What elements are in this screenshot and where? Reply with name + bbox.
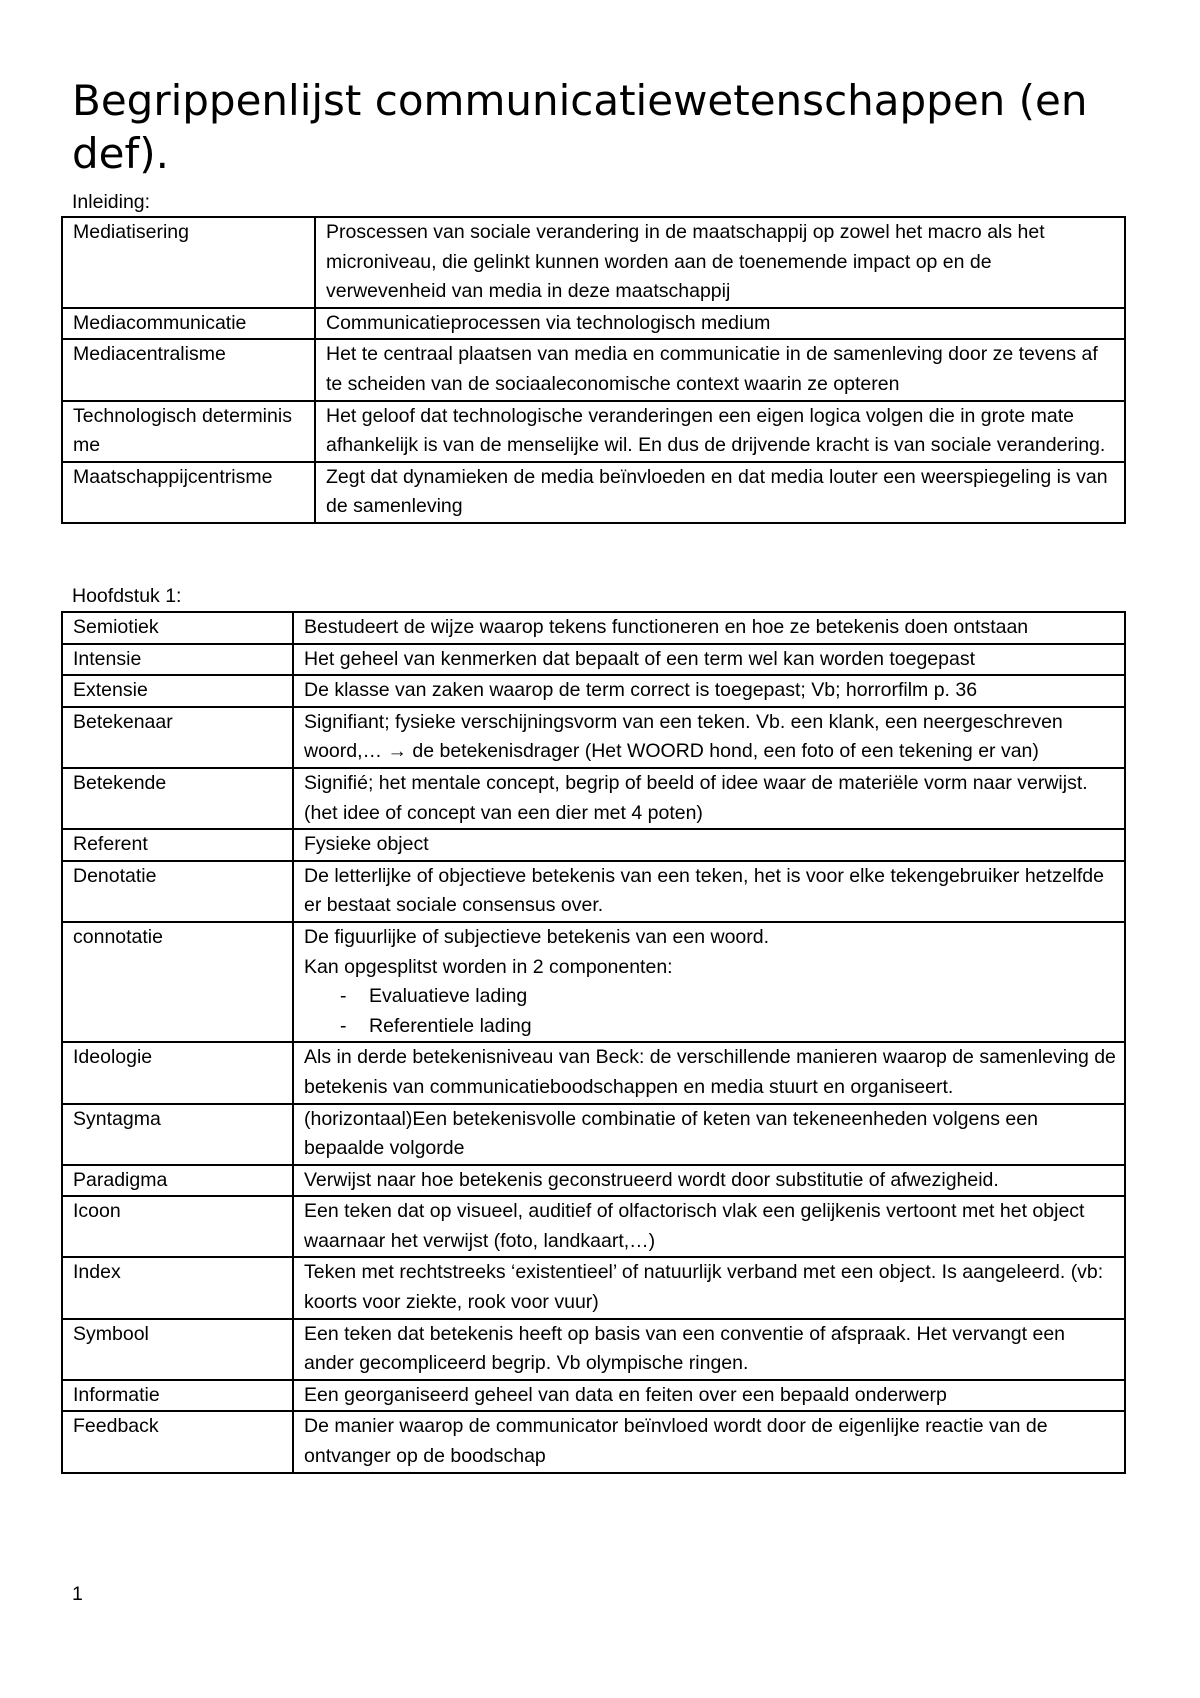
term-cell: Informatie [62,1380,293,1412]
definition-cell: (horizontaal)Een betekenisvolle combinatie of keten van tekeneenheden volgens een bepaalde volgorde [293,1104,1125,1165]
term-cell: Mediatisering [62,217,315,308]
definition-cell: Proscessen van sociale verandering in de maatschappij op zowel het macro als het microniveau, die gelinkt kunnen worden aan de toenemende impact op en de verwevenheid van media in deze maatschappij [315,217,1125,308]
page-title: Begrippenlijst communicatiewetenschappen (en def). [72,76,1088,178]
table-row [62,707,1125,768]
term-cell: Extensie [62,675,293,707]
definition-cell: Als in derde betekenisniveau van Beck: de verschillende manieren waarop de samenleving de betekenis van communicatieboodschappen en media stuurt en organiseert. [293,1042,1125,1103]
definition-cell: Fysieke object [293,829,1125,861]
table-row [62,829,1125,861]
term-cell: Intensie [62,644,293,676]
definition-line: Kan opgesplitst worden in 2 componenten: [304,955,673,978]
definition-cell: Het geloof dat technologische veranderingen een eigen logica volgen die in grote mate afhankelijk is van de menselijke wil. En dus de drijvende kracht is van sociale verandering. [315,401,1125,462]
table-row [62,768,1125,829]
term-cell: Symbool [62,1319,293,1380]
table-row [62,1196,1125,1257]
definition-cell: De klasse van zaken waarop de term correct is toegepast; Vb; horrorfilm p. 36 [293,675,1125,707]
section-label-inleiding: Inleiding: [72,191,151,213]
term-cell: Maatschappijcentrisme [62,462,315,523]
table-row [62,308,1125,340]
table-row [62,612,1125,644]
definition-cell: De manier waarop de communicator beïnvloed wordt door de eigenlijke reactie van de ontvanger op de boodschap [293,1411,1125,1472]
term-cell: Technologisch determinisme [62,401,315,462]
table-row [62,1257,1125,1318]
definition-line: De figuurlijke of subjectieve betekenis van een woord. [304,925,770,948]
table-row [62,1380,1125,1412]
term-cell: Paradigma [62,1165,293,1197]
term-cell: Mediacentralisme [62,339,315,400]
term-cell: Ideologie [62,1042,293,1103]
list-item: - Evaluatieve lading [304,982,1116,1012]
definition-cell: Bestudeert de wijze waarop tekens functioneren en hoe ze betekenis doen ontstaan [293,612,1125,644]
definition-cell: Een teken dat op visueel, auditief of olfactorisch vlak een gelijkenis vertoont met het object waarnaar het verwijst (foto, landkaart,…) [293,1196,1125,1257]
table-row [62,675,1125,707]
glossary-table-hoofdstuk-1 [61,611,1126,1474]
term-cell: Index [62,1257,293,1318]
page-number: 1 [72,1583,83,1605]
definition-cell: De letterlijke of objectieve betekenis van een teken, het is voor elke tekengebruiker hetzelfde er bestaat sociale consensus over. [293,861,1125,922]
term-cell: connotatie [62,922,293,1042]
table-row [62,861,1125,922]
term-cell: Referent [62,829,293,861]
table-row [62,644,1125,676]
table-row [62,1411,1125,1472]
definition-cell: Het te centraal plaatsen van media en communicatie in de samenleving door ze tevens af te scheiden van de sociaaleconomische context waarin ze opteren [315,339,1125,400]
term-cell: Icoon [62,1196,293,1257]
definition-cell [293,922,1125,1042]
table-row [62,339,1125,400]
table-row [62,1319,1125,1380]
table-row [62,922,1125,1042]
section-label-hoofdstuk-1: Hoofdstuk 1: [72,585,182,607]
list-item: - Referentiele lading [304,1012,1116,1042]
term-cell: Semiotiek [62,612,293,644]
table-row [62,1165,1125,1197]
glossary-table-inleiding [61,216,1126,524]
term-cell: Syntagma [62,1104,293,1165]
table-row [62,217,1125,308]
term-cell: Betekenaar [62,707,293,768]
term-cell: Denotatie [62,861,293,922]
table-row [62,401,1125,462]
definition-cell: Zegt dat dynamieken de media beïnvloeden en dat media louter een weerspiegeling is van de samenleving [315,462,1125,523]
table-row [62,462,1125,523]
component-list [304,982,1116,1041]
definition-cell: Communicatieprocessen via technologisch medium [315,308,1125,340]
term-cell: Feedback [62,1411,293,1472]
table-row [62,1042,1125,1103]
definition-cell: Signifié; het mentale concept, begrip of beeld of idee waar de materiële vorm naar verwijst. (het idee of concept van een dier met 4 poten) [293,768,1125,829]
definition-cell: Het geheel van kenmerken dat bepaalt of een term wel kan worden toegepast [293,644,1125,676]
term-cell: Mediacommunicatie [62,308,315,340]
definition-cell: Verwijst naar hoe betekenis geconstrueerd wordt door substitutie of afwezigheid. [293,1165,1125,1197]
definition-cell: Een georganiseerd geheel van data en feiten over een bepaald onderwerp [293,1380,1125,1412]
definition-cell: Teken met rechtstreeks ‘existentieel’ of natuurlijk verband met een object. Is aangeleerd. (vb: koorts voor ziekte, rook voor vuur) [293,1257,1125,1318]
definition-cell: Een teken dat betekenis heeft op basis van een conventie of afspraak. Het vervangt een ander gecompliceerd begrip. Vb olympische ringen. [293,1319,1125,1380]
definition-cell: Signifiant; fysieke verschijningsvorm van een teken. Vb. een klank, een neergeschreven woord,… → de betekenisdrager (Het WOORD hond, een foto of een tekening er van) [293,707,1125,768]
table-row [62,1104,1125,1165]
term-cell: Betekende [62,768,293,829]
